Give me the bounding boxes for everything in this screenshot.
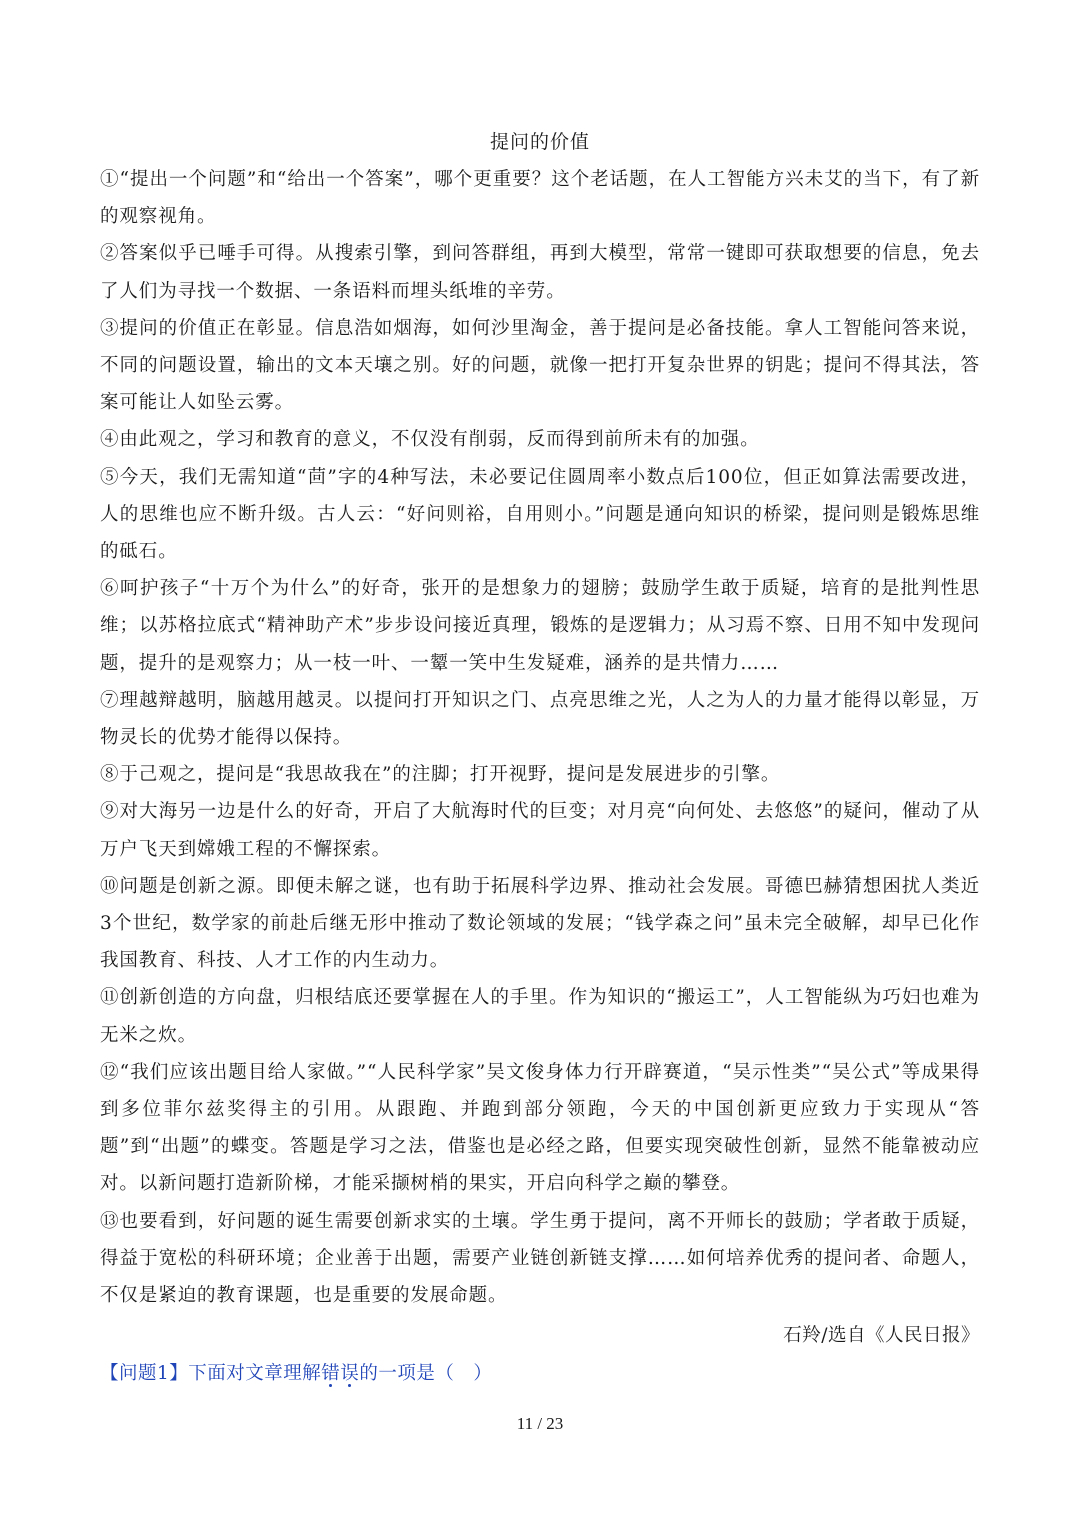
- paragraph-1: ①“提出一个问题”和“给出一个答案”，哪个更重要？这个老话题，在人工智能方兴未艾的当下，有了新的观察视角。: [100, 169, 980, 228]
- paragraph-12: ⑫“我们应该出题目给人家做。”“人民科学家”吴文俊身体力行开辟赛道，“吴示性类”“吴公式”等成果得到多位菲尔兹奖得主的引用。从跟跑、并跑到部分领跑，今天的中国创新更应致力于实现从“答题”到“出题”的蝶变。答题是学习之法，借鉴也是必经之路，但要实现突破性创新，显然不能靠被动应对。以新问题打造新阶梯，才能采撷树梢的果实，开启向科学之巅的攀登。: [100, 1061, 980, 1195]
- question-text-before: 下面对文章理解: [188, 1363, 322, 1385]
- paragraph-4: ④由此观之，学习和教育的意义，不仅没有削弱，反而得到前所未有的加强。: [100, 429, 760, 451]
- question-tag: 【问题1】: [100, 1363, 189, 1385]
- paragraph-6: ⑥呵护孩子“十万个为什么”的好奇，张开的是想象力的翅膀；鼓励学生敢于质疑，培育的是批判性思维；以苏格拉底式“精神助产术”步步设问接近真理，锻炼的是逻辑力；从习焉不察、日用不知中发现问题，提升的是观察力；从一枝一叶、一颦一笑中生发疑难，涵养的是共情力……: [100, 578, 980, 674]
- paragraph-10: ⑩问题是创新之源。即便未解之谜，也有助于拓展科学边界、推动社会发展。哥德巴赫猜想困扰人类近3个世纪，数学家的前赴后继无形中推动了数论领域的发展；“钱学森之问”虽未完全破解，却早已化作我国教育、科技、人才工作的内生动力。: [100, 875, 980, 972]
- paragraph-13: ⑬也要看到，好问题的诞生需要创新求实的土壤。学生勇于提问，离不开师长的鼓励；学者敢于质疑，得益于宽松的科研环境；企业善于出题，需要产业链创新链支撑……如何培养优秀的提问者、命题人，不仅是紧迫的教育课题，也是重要的发展命题。: [100, 1210, 980, 1307]
- paragraph-5: ⑤今天，我们无需知道“茴”字的4种写法，未必要记住圆周率小数点后100位，但正如算法需要改进，人的思维也应不断升级。古人云：“好问则裕，自用则小。”问题是通向知识的桥梁，提问则是锻炼思维的砥石。: [100, 466, 980, 563]
- emphasis-char-2: 误: [340, 1363, 360, 1385]
- paragraph-3: ③提问的价值正在彰显。信息浩如烟海，如何沙里淘金，善于提问是必备技能。拿人工智能问答来说，不同的问题设置，输出的文本天壤之别。好的问题，就像一把打开复杂世界的钥匙；提问不得其法，答案可能让人如坠云雾。: [100, 317, 980, 414]
- paragraph-7: ⑦理越辩越明，脑越用越灵。以提问打开知识之门、点亮思维之光，人之为人的力量才能得以彰显，万物灵长的优势才能得以保持。: [100, 689, 980, 749]
- page-number: 11 / 23: [516, 1414, 564, 1433]
- paragraph-11: ⑪创新创造的方向盘，归根结底还要掌握在人的手里。作为知识的“搬运工”，人工智能纵为巧妇也难为无米之炊。: [100, 987, 980, 1046]
- question-emphasis: [321, 1363, 359, 1384]
- paragraph-8: ⑧于己观之，提问是“我思故我在”的注脚；打开视野，提问是发展进步的引擎。: [100, 764, 781, 786]
- question-1: [100, 1356, 980, 1392]
- article-body: [100, 161, 980, 1392]
- emphasis-char-1: 错: [321, 1363, 341, 1385]
- paragraph-9: ⑨对大海另一边是什么的好奇，开启了大航海时代的巨变；对月亮“向何处、去悠悠”的疑问，催动了从万户飞天到嫦娥工程的不懈探索。: [100, 801, 980, 860]
- paragraph-2: ②答案似乎已唾手可得。从搜索引擎，到问答群组，再到大模型，常常一键即可获取想要的信息，免去了人们为寻找一个数据、一条语料而埋头纸堆的辛劳。: [100, 243, 980, 302]
- article-title: 提问的价值: [489, 131, 590, 153]
- question-text-after: 的一项是（ ）: [359, 1363, 493, 1385]
- article-source: 石羚/选自《人民日报》: [783, 1325, 980, 1347]
